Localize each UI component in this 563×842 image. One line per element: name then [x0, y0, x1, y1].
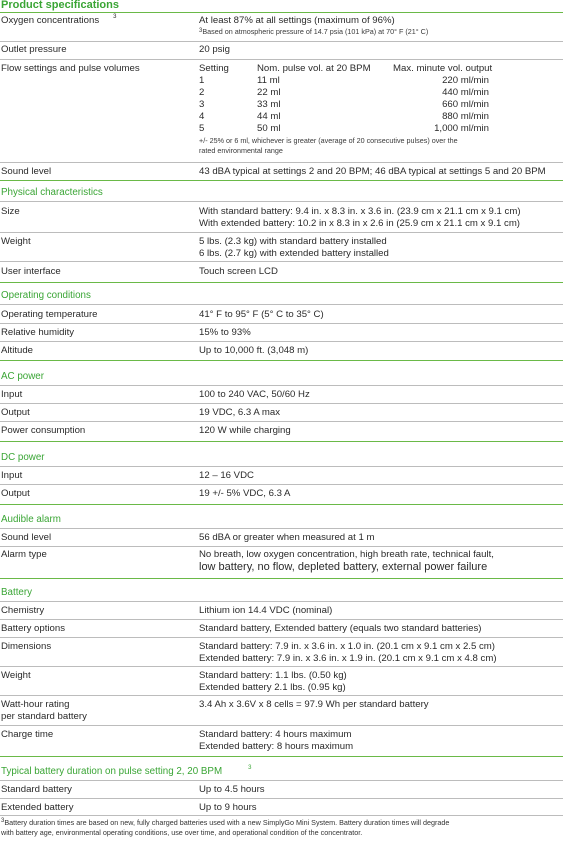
charge-time-label: Charge time: [1, 729, 54, 740]
flow-row-4: [199, 111, 561, 123]
battery-weight-line-2: Extended battery 2.1 lbs. (0.95 kg): [199, 681, 346, 693]
outlet-value: 20 psig: [199, 44, 230, 55]
duration-extended-label: Extended battery: [1, 802, 74, 813]
section-heading-duration: [1, 766, 561, 777]
oxygen-label-sup: 3: [113, 14, 117, 20]
footnote-sup: 3: [1, 818, 5, 824]
divider: [0, 637, 563, 638]
humidity-value: 15% to 93%: [199, 327, 251, 338]
dc-output-value: 19 +/- 5% VDC, 6.3 A: [199, 488, 291, 499]
page-title: Product specifications: [1, 0, 119, 11]
section-heading-alarm: Audible alarm: [1, 514, 61, 525]
divider: [0, 601, 563, 602]
duration-standard-value: Up to 4.5 hours: [199, 784, 265, 795]
flow-pulse: 11 ml: [257, 75, 280, 86]
section-heading-dc: DC power: [1, 452, 45, 463]
oxygen-note: Based on atmospheric pressure of 14.7 psia (101 kPa) at 70° F (21° C): [202, 26, 429, 36]
flow-setting: 3: [199, 99, 205, 110]
flow-note-2: rated environmental range: [199, 146, 283, 155]
divider: [0, 261, 563, 262]
divider: [0, 41, 563, 42]
ac-consumption-label: Power consumption: [1, 425, 86, 436]
section-divider: [0, 756, 563, 757]
footnote-line-1: Battery duration times are based on new, fully charged batteries used with a new SimplyGo Mini System. Battery duration times will degrade: [4, 818, 450, 827]
oxygen-value: At least 87% at all settings (maximum of 96%): [199, 15, 395, 26]
divider: [0, 484, 563, 485]
title-divider: [0, 12, 563, 13]
divider: [0, 666, 563, 667]
flow-row-5: [199, 123, 561, 135]
section-divider: [0, 282, 563, 283]
charge-time-line-1: Standard battery: 4 hours maximum: [199, 729, 352, 740]
battery-options-value: Standard battery, Extended battery (equals two standard batteries): [199, 623, 482, 634]
flow-row-1: [199, 75, 561, 87]
section-heading-battery: Battery: [1, 587, 33, 598]
alarm-type-label: Alarm type: [1, 549, 47, 560]
flow-setting: 4: [199, 111, 205, 122]
divider: [0, 798, 563, 799]
flow-setting: 1: [199, 75, 205, 86]
divider: [0, 815, 563, 816]
alarm-type-line-2: low battery, no flow, depleted battery, external power failure: [199, 561, 488, 573]
alarm-sound-label: Sound level: [1, 532, 52, 543]
divider: [0, 528, 563, 529]
divider: [0, 466, 563, 467]
flow-setting: 2: [199, 87, 205, 98]
divider: [0, 232, 563, 233]
battery-options-label: Battery options: [1, 623, 65, 634]
divider: [0, 59, 563, 60]
ac-output-value: 19 VDC, 6.3 A max: [199, 407, 281, 418]
flow-note-1: +/- 25% or 6 ml, whichever is greater (average of 20 consecutive pulses) over the: [199, 136, 458, 145]
flow-output: 660 ml/min: [442, 99, 489, 110]
weight-line-1: 5 lbs. (2.3 kg) with standard battery installed: [199, 236, 387, 247]
divider: [0, 421, 563, 422]
watt-hour-label-2: per standard battery: [1, 710, 87, 722]
ui-label: User interface: [1, 266, 61, 277]
flow-pulse: 22 ml: [257, 87, 281, 98]
flow-header-row: [199, 63, 561, 75]
section-heading-physical: Physical characteristics: [1, 187, 103, 198]
flow-header-pulse: Nom. pulse vol. at 20 BPM: [257, 63, 371, 74]
divider: [0, 403, 563, 404]
altitude-value: Up to 10,000 ft. (3,048 m): [199, 345, 309, 356]
divider: [0, 619, 563, 620]
flow-pulse: 50 ml: [257, 123, 281, 134]
duration-heading: Typical battery duration on pulse setting 2, 20 BPM: [1, 766, 223, 777]
section-divider: [0, 360, 563, 361]
section-divider: [0, 504, 563, 505]
altitude-label: Altitude: [1, 345, 33, 356]
flow-label: Flow settings and pulse volumes: [1, 63, 140, 74]
section-divider: [0, 441, 563, 442]
duration-extended-value: Up to 9 hours: [199, 802, 257, 813]
watt-hour-value: 3.4 Ah x 3.6V x 8 cells = 97.9 Wh per standard battery: [199, 699, 429, 710]
chemistry-value: Lithium ion 14.4 VDC (nominal): [199, 605, 333, 616]
ac-consumption-value: 120 W while charging: [199, 425, 291, 436]
divider: [0, 162, 563, 163]
flow-pulse: 33 ml: [257, 99, 281, 110]
section-heading-ac: AC power: [1, 371, 45, 382]
flow-output: 1,000 ml/min: [434, 123, 489, 134]
ac-input-label: Input: [1, 389, 23, 400]
flow-header-setting: Setting: [199, 63, 229, 74]
divider: [0, 201, 563, 202]
section-divider: [0, 578, 563, 579]
duration-standard-label: Standard battery: [1, 784, 72, 795]
chemistry-label: Chemistry: [1, 605, 45, 616]
flow-setting: 5: [199, 123, 205, 134]
oxygen-label: Oxygen concentrations: [1, 15, 100, 26]
duration-heading-sup: 3: [248, 765, 252, 771]
section-heading-operating: Operating conditions: [1, 290, 91, 301]
flow-row-3: [199, 99, 561, 111]
watt-hour-label-1: Watt-hour rating: [1, 699, 70, 710]
size-label: Size: [1, 206, 20, 217]
flow-output: 880 ml/min: [442, 111, 489, 122]
size-line-2: With extended battery: 10.2 in x 8.3 in x 2.6 in (25.9 cm x 21.1 cm x 9.1 cm): [199, 217, 521, 229]
dimensions-line-1: Standard battery: 7.9 in. x 3.6 in. x 1.0 in. (20.1 cm x 9.1 cm x 2.5 cm): [199, 641, 495, 652]
outlet-label: Outlet pressure: [1, 44, 67, 55]
flow-header-output: Max. minute vol. output: [393, 63, 493, 74]
section-divider: [0, 180, 563, 181]
sound-value: 43 dBA typical at settings 2 and 20 BPM; 46 dBA typical at settings 5 and 20 BPM: [199, 166, 546, 177]
alarm-type-line-1: No breath, low oxygen concentration, high breath rate, technical fault,: [199, 549, 494, 560]
divider: [0, 780, 563, 781]
flow-output: 440 ml/min: [442, 87, 489, 98]
ac-input-value: 100 to 240 VAC, 50/60 Hz: [199, 389, 310, 400]
humidity-label: Relative humidity: [1, 327, 75, 338]
dc-input-value: 12 – 16 VDC: [199, 470, 254, 481]
dc-output-label: Output: [1, 488, 30, 499]
size-line-1: With standard battery: 9.4 in. x 8.3 in. x 3.6 in. (23.9 cm x 21.1 cm x 9.1 cm): [199, 206, 521, 217]
dc-input-label: Input: [1, 470, 23, 481]
battery-weight-label: Weight: [1, 670, 31, 681]
charge-time-line-2: Extended battery: 8 hours maximum: [199, 740, 354, 752]
flow-pulse: 44 ml: [257, 111, 281, 122]
flow-output: 220 ml/min: [442, 75, 489, 86]
weight-line-2: 6 lbs. (2.7 kg) with extended battery installed: [199, 247, 389, 259]
ui-value: Touch screen LCD: [199, 266, 278, 277]
weight-label: Weight: [1, 236, 31, 247]
temp-label: Operating temperature: [1, 309, 98, 320]
alarm-sound-value: 56 dBA or greater when measured at 1 m: [199, 532, 375, 543]
footnote-line-2: with battery age, environmental operating conditions, use over time, and operational condition of the concentrator.: [1, 827, 363, 837]
flow-row-2: [199, 87, 561, 99]
divider: [0, 323, 563, 324]
divider: [0, 725, 563, 726]
battery-weight-line-1: Standard battery: 1.1 lbs. (0.50 kg): [199, 670, 347, 681]
oxygen-note-sup: 3: [199, 27, 203, 34]
divider: [0, 385, 563, 386]
footnote: [1, 818, 561, 837]
divider: [0, 304, 563, 305]
divider: [0, 341, 563, 342]
sound-label: Sound level: [1, 166, 52, 177]
divider: [0, 546, 563, 547]
temp-value: 41° F to 95° F (5° C to 35° C): [199, 309, 324, 320]
ac-output-label: Output: [1, 407, 30, 418]
dimensions-line-2: Extended battery: 7.9 in. x 3.6 in. x 1.9 in. (20.1 cm x 9.1 cm x 4.8 cm): [199, 652, 497, 664]
dimensions-label: Dimensions: [1, 641, 52, 652]
divider: [0, 695, 563, 696]
